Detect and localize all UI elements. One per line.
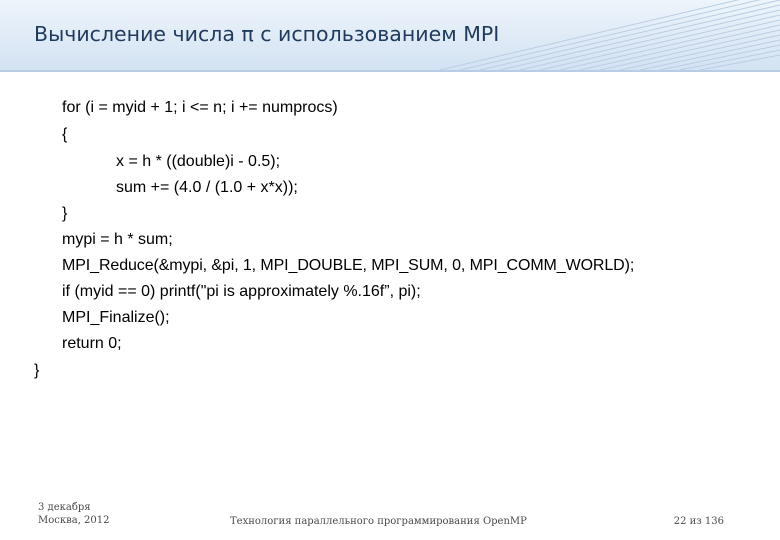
code-line: sum += (4.0 / (1.0 + x*x)); xyxy=(116,179,298,196)
footer-place-year: Москва, 2012 xyxy=(38,515,110,526)
slide-title: Вычисление числа π с использованием MPI xyxy=(34,22,500,46)
footer-course: Технология параллельного программирования OpenMP xyxy=(230,516,527,527)
code-line: { xyxy=(62,126,68,143)
code-line: mypi = h * sum; xyxy=(62,231,173,248)
code-line: for (i = myid + 1; i <= n; i += numprocs) xyxy=(62,99,338,116)
code-line: x = h * ((double)i - 0.5); xyxy=(116,153,281,170)
code-line: } xyxy=(62,205,68,222)
code-line: } xyxy=(34,362,40,379)
code-line: MPI_Reduce(&mypi, &pi, 1, MPI_DOUBLE, MPI_SUM, 0, MPI_COMM_WORLD); xyxy=(62,257,635,274)
footer-date: 3 декабря xyxy=(38,502,91,513)
code-line: return 0; xyxy=(62,335,122,352)
code-line: MPI_Finalize(); xyxy=(62,309,170,326)
footer-page-number: 22 из 136 xyxy=(673,516,724,527)
code-line: if (myid == 0) printf("pi is approximately %.16f”, pi); xyxy=(62,283,421,300)
footer-date-place xyxy=(38,501,110,527)
